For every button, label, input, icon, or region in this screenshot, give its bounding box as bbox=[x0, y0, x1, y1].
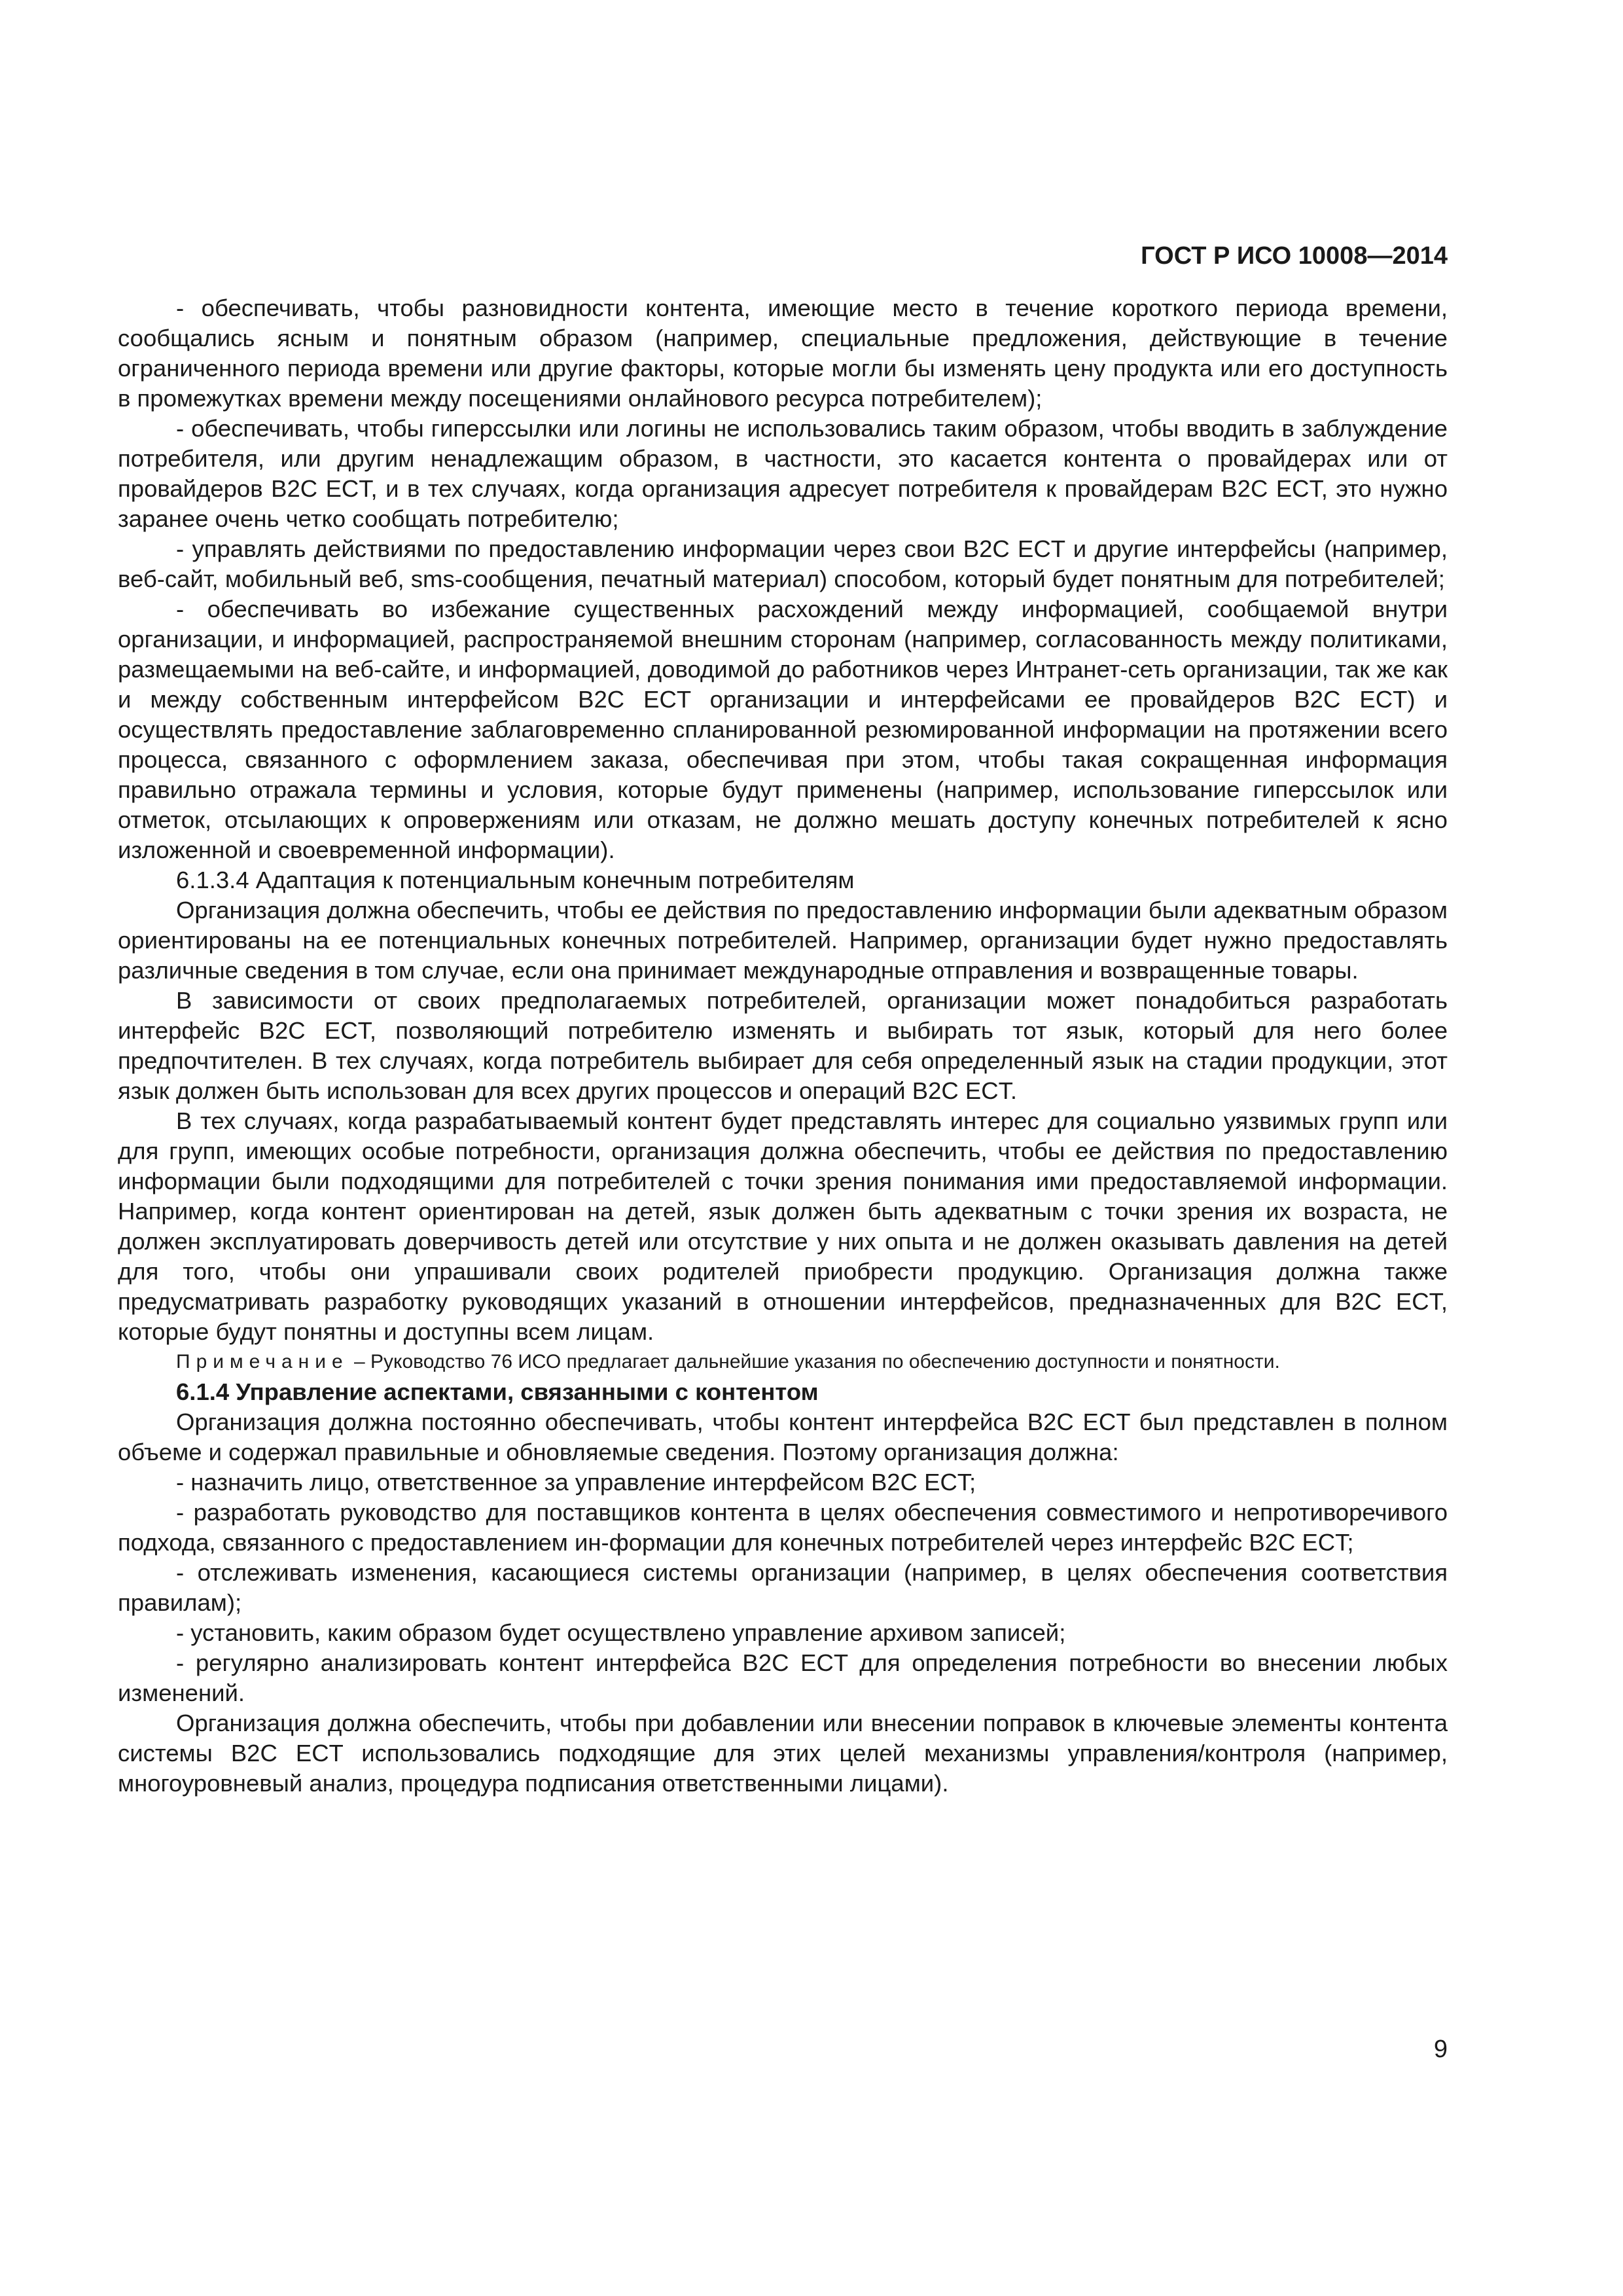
paragraph-language-selection: В зависимости от своих предполагаемых потребителей, организации может понадобиться разработать интерфейс B2C ECT, позволяющий потребителю изменять и выбирать тот язык, который для него более предпочтителен. В тех случаях, когда потребитель выбирает для себя определенный язык на стадии продукции, этот язык должен быть использован для всех других процессов и операций B2C ECT. bbox=[118, 987, 1448, 1104]
list-item-information-consistency: - обеспечивать во избежание существенных расхождений между информацией, сообщаемой внутри организации, и информацией, распространяемой внешним сторонам (например, согласованность между политиками, размещаемыми на веб-сайте, и информацией, доводимой до работников через Интранет-сеть организации, так же как и между собственным интерфейсом B2C ECT организации и интерфейсами ее провайдеров B2C ECT) и осуществлять предоставление заблаговременно спланированной резюмированной информации на протяжении всего процесса, связанного с оформлением заказа, обеспечивая при этом, чтобы такая сокращенная информация правильно отражала термины и условия, которые будут применены (например, использование гиперссылок или отметок, отсылающих к опровержениям или отказам, не должно мешать доступу конечных потребителей к ясно изложенной и своевременной информации). bbox=[118, 596, 1448, 863]
list-item-information-channels: - управлять действиями по предоставлению информации через свои B2C ECT и другие интерфейсы (например, веб-сайт, мобильный веб, sms-сообщения, печатный материал) способом, который будет понятным для потребителей; bbox=[118, 535, 1448, 592]
document-body bbox=[118, 293, 1448, 1799]
paragraph-content-management: Организация должна постоянно обеспечивать, чтобы контент интерфейса B2C ECT был представлен в полном объеме и содержал правильные и обновляемые сведения. Поэтому организация должна: bbox=[118, 1408, 1448, 1465]
document-code-header: ГОСТ Р ИСО 10008—2014 bbox=[1141, 242, 1448, 270]
note bbox=[118, 1347, 1448, 1377]
section-heading-6-1-4: 6.1.4 Управление аспектами, связанными с контентом bbox=[176, 1378, 819, 1405]
note-label: Примечание bbox=[176, 1351, 349, 1372]
list-item-assign-person: - назначить лицо, ответственное за управление интерфейсом B2C ECT; bbox=[176, 1469, 976, 1496]
list-item-archive: - установить, каким образом будет осуществлено управление архивом записей; bbox=[176, 1619, 1066, 1646]
note-text: – Руководство 76 ИСО предлагает дальнейшие указания по обеспечению доступности и понятности. bbox=[348, 1351, 1280, 1372]
subsection-heading-6-1-3-4: 6.1.3.4 Адаптация к потенциальным конечным потребителям bbox=[176, 867, 855, 893]
list-item-short-term-content: - обеспечивать, чтобы разновидности контента, имеющие место в течение короткого периода времени, сообщались ясным и понятным образом (например, специальные предложения, действующие в течение ограниченного периода времени или другие факторы, которые могли бы изменять цену продукта или его доступность в промежутках времени между посещениями онлайнового ресурса потребителем); bbox=[118, 295, 1448, 412]
list-item-guidelines: - разработать руководство для поставщиков контента в целях обеспечения совместимого и непротиворечивого подхода, связанного с предоставлением ин-формации для конечных потребителей через интерфейс B2C ECT; bbox=[118, 1499, 1448, 1556]
page-number: 9 bbox=[1433, 2036, 1448, 2063]
paragraph-vulnerable-groups: В тех случаях, когда разрабатываемый контент будет представлять интерес для социально уязвимых групп или для групп, имеющих особые потребности, организация должна обеспечить, чтобы ее действия по предоставлению информации были подходящими для потребителей с точки зрения понимания ими предоставляемой информации. Например, когда контент ориентирован на детей, язык должен быть адекватным с точки зрения их возраста, не должен эксплуатировать доверчивость детей или отсутствие у них опыта и не должен оказывать давления на детей для того, чтобы они упрашивали своих родителей приобрести продукцию. Организация должна также предусматривать разработку руководящих указаний в отношении интерфейсов, предназначенных для B2C ECT, которые будут понятны и доступны всем лицам. bbox=[118, 1107, 1448, 1345]
list-item-regular-review: - регулярно анализировать контент интерфейса B2C ECT для определения потребности во внесении любых изменений. bbox=[118, 1649, 1448, 1706]
paragraph-control-mechanisms: Организация должна обеспечить, чтобы при добавлении или внесении поправок в ключевые элементы контента системы B2C ECT использовались подходящие для этих целей механизмы управления/контроля (например, многоуровневый анализ, процедура подписания ответственными лицами). bbox=[118, 1710, 1448, 1797]
list-item-track-changes: - отслеживать изменения, касающиеся системы организации (например, в целях обеспечения соответствия правилам); bbox=[118, 1559, 1448, 1616]
list-item-hyperlinks: - обеспечивать, чтобы гиперссылки или логины не использовались таким образом, чтобы вводить в заблуждение потребителя, или другим ненадлежащим образом, в частности, это касается контента о провайдерах или от провайдеров B2C ECT, и в тех случаях, когда организация адресует потребителя к провайдерам B2C ECT, это нужно заранее очень четко сообщать потребителю; bbox=[118, 415, 1448, 532]
paragraph-adaptation: Организация должна обеспечить, чтобы ее действия по предоставлению информации были адекватным образом ориентированы на ее потенциальных конечных потребителей. Например, организации будет нужно предоставлять различные сведения в том случае, если она принимает международные отправления и возвращенные товары. bbox=[118, 897, 1448, 984]
